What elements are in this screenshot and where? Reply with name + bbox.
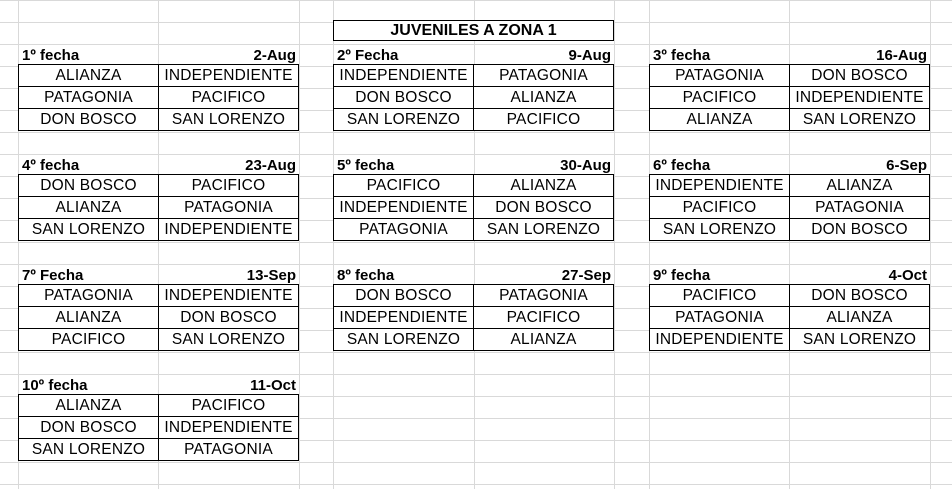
away-team-cell[interactable]: PATAGONIA [184, 441, 273, 458]
away-team-cell[interactable]: PATAGONIA [184, 199, 273, 216]
away-team-cell[interactable]: ALIANZA [510, 177, 577, 194]
round-date[interactable]: 16-Aug [876, 47, 927, 64]
grid-row-line [0, 352, 952, 353]
sheet-title[interactable]: JUVENILES A ZONA 1 [333, 20, 614, 41]
match-row [18, 174, 299, 196]
home-team-cell[interactable]: SAN LORENZO [19, 439, 159, 460]
away-team-cell[interactable]: PACIFICO [191, 397, 266, 414]
home-team-cell[interactable]: SAN LORENZO [650, 219, 790, 240]
away-team-cell[interactable]: PATAGONIA [815, 199, 904, 216]
away-team-cell[interactable]: ALIANZA [826, 177, 893, 194]
round-label[interactable]: 7º Fecha [22, 267, 84, 284]
home-team-cell[interactable]: PATAGONIA [650, 307, 790, 328]
away-team-cell[interactable]: PATAGONIA [499, 67, 588, 84]
match-row [649, 86, 930, 108]
match-row [333, 196, 614, 218]
match-table [18, 174, 299, 241]
match-row [649, 108, 930, 131]
home-team-cell[interactable]: DON BOSCO [334, 87, 474, 108]
match-row [649, 328, 930, 351]
round-date[interactable]: 6-Sep [886, 157, 927, 174]
round-block [18, 263, 299, 351]
round-header [649, 153, 930, 174]
round-header [649, 43, 930, 64]
grid-row-line [0, 484, 952, 485]
match-row [333, 306, 614, 328]
match-row [333, 86, 614, 108]
round-label[interactable]: 10º fecha [22, 377, 88, 394]
round-label[interactable]: 3º fecha [653, 47, 711, 64]
match-row [18, 86, 299, 108]
round-date[interactable]: 27-Sep [561, 267, 611, 284]
match-row [333, 218, 614, 241]
away-team-cell[interactable]: ALIANZA [510, 89, 577, 106]
match-row [18, 218, 299, 241]
round-date[interactable]: 2-Aug [253, 47, 296, 64]
match-row [333, 284, 614, 306]
round-header [333, 153, 614, 174]
home-team-cell[interactable]: DON BOSCO [19, 175, 159, 196]
match-row [18, 394, 299, 416]
away-team-cell[interactable]: DON BOSCO [495, 199, 592, 216]
grid-column-line [299, 0, 300, 489]
round-block [649, 43, 930, 131]
match-row [649, 196, 930, 218]
away-team-cell[interactable]: SAN LORENZO [802, 111, 917, 128]
away-team-cell[interactable]: INDEPENDIENTE [164, 221, 293, 238]
match-table [333, 64, 614, 131]
match-row [18, 328, 299, 351]
round-block [333, 43, 614, 131]
match-row [649, 218, 930, 241]
match-row [649, 306, 930, 328]
match-table [333, 284, 614, 351]
away-team-cell[interactable]: SAN LORENZO [802, 331, 917, 348]
home-team-cell[interactable]: PATAGONIA [19, 285, 159, 306]
match-row [18, 306, 299, 328]
match-row [18, 438, 299, 461]
match-row [649, 174, 930, 196]
away-team-cell[interactable]: INDEPENDIENTE [164, 67, 293, 84]
match-table [333, 174, 614, 241]
match-row [18, 284, 299, 306]
match-table [649, 284, 930, 351]
home-team-cell[interactable]: PACIFICO [650, 87, 790, 108]
round-date[interactable]: 4-Oct [888, 267, 927, 284]
round-date[interactable]: 13-Sep [246, 267, 296, 284]
away-team-cell[interactable]: PACIFICO [191, 177, 266, 194]
away-team-cell[interactable]: INDEPENDIENTE [164, 287, 293, 304]
grid-column-line [614, 0, 615, 489]
match-row [333, 174, 614, 196]
match-row [333, 64, 614, 86]
away-team-cell[interactable]: PACIFICO [506, 309, 581, 326]
round-block [18, 43, 299, 131]
round-date[interactable]: 11-Oct [250, 377, 296, 394]
home-team-cell[interactable]: PATAGONIA [19, 87, 159, 108]
home-team-cell[interactable]: DON BOSCO [19, 417, 159, 438]
round-label[interactable]: 6º fecha [653, 157, 711, 174]
round-label[interactable]: 2º Fecha [337, 47, 399, 64]
grid-row-line [0, 132, 952, 133]
home-team-cell[interactable]: PACIFICO [19, 329, 159, 350]
match-table [18, 284, 299, 351]
home-team-cell[interactable]: INDEPENDIENTE [334, 307, 474, 328]
away-team-cell[interactable]: DON BOSCO [811, 67, 908, 84]
home-team-cell[interactable]: INDEPENDIENTE [650, 175, 790, 196]
round-label[interactable]: 5º fecha [337, 157, 395, 174]
home-team-cell[interactable]: DON BOSCO [19, 109, 159, 130]
away-team-cell[interactable]: SAN LORENZO [486, 221, 601, 238]
away-team-cell[interactable]: PATAGONIA [499, 287, 588, 304]
match-row [649, 284, 930, 306]
round-header [18, 373, 299, 394]
home-team-cell[interactable]: SAN LORENZO [19, 219, 159, 240]
home-team-cell[interactable]: SAN LORENZO [334, 109, 474, 130]
home-team-cell[interactable]: PACIFICO [334, 175, 474, 196]
home-team-cell[interactable]: ALIANZA [19, 197, 159, 218]
match-row [18, 196, 299, 218]
home-team-cell[interactable]: DON BOSCO [334, 285, 474, 306]
round-label[interactable]: 9º fecha [653, 267, 711, 284]
away-team-cell[interactable]: SAN LORENZO [171, 111, 286, 128]
round-header [649, 263, 930, 284]
grid-row-line [0, 0, 952, 1]
round-label[interactable]: 4º fecha [22, 157, 80, 174]
away-team-cell[interactable]: DON BOSCO [811, 221, 908, 238]
home-team-cell[interactable]: PATAGONIA [650, 65, 790, 86]
match-row [649, 64, 930, 86]
round-header [333, 263, 614, 284]
away-team-cell[interactable]: PACIFICO [191, 89, 266, 106]
away-team-cell[interactable]: ALIANZA [826, 309, 893, 326]
home-team-cell[interactable]: PATAGONIA [334, 219, 474, 240]
grid-column-line [930, 0, 931, 489]
round-date[interactable]: 23-Aug [245, 157, 296, 174]
round-block [18, 153, 299, 241]
grid-row-line [0, 462, 952, 463]
away-team-cell[interactable]: PACIFICO [506, 111, 581, 128]
away-team-cell[interactable]: INDEPENDIENTE [795, 89, 924, 106]
match-row [333, 328, 614, 351]
home-team-cell[interactable]: ALIANZA [19, 65, 159, 86]
home-team-cell[interactable]: PACIFICO [650, 285, 790, 306]
round-date[interactable]: 30-Aug [560, 157, 611, 174]
match-row [18, 416, 299, 438]
away-team-cell[interactable]: ALIANZA [510, 331, 577, 348]
home-team-cell[interactable]: INDEPENDIENTE [334, 197, 474, 218]
home-team-cell[interactable]: SAN LORENZO [334, 329, 474, 350]
round-date[interactable]: 9-Aug [568, 47, 611, 64]
round-header [18, 263, 299, 284]
round-header [18, 43, 299, 64]
match-table [649, 64, 930, 131]
home-team-cell[interactable]: ALIANZA [19, 307, 159, 328]
round-block [333, 263, 614, 351]
round-block [649, 153, 930, 241]
match-table [18, 394, 299, 461]
match-row [18, 64, 299, 86]
grid-row-line [0, 242, 952, 243]
match-row [18, 108, 299, 131]
match-table [649, 174, 930, 241]
home-team-cell[interactable]: INDEPENDIENTE [334, 65, 474, 86]
away-team-cell[interactable]: DON BOSCO [180, 309, 277, 326]
round-block [333, 153, 614, 241]
round-label[interactable]: 1º fecha [22, 47, 80, 64]
round-label[interactable]: 8º fecha [337, 267, 395, 284]
round-block [18, 373, 299, 461]
home-team-cell[interactable]: ALIANZA [650, 109, 790, 130]
away-team-cell[interactable]: INDEPENDIENTE [164, 419, 293, 436]
away-team-cell[interactable]: DON BOSCO [811, 287, 908, 304]
match-table [18, 64, 299, 131]
round-header [333, 43, 614, 64]
away-team-cell[interactable]: SAN LORENZO [171, 331, 286, 348]
round-block [649, 263, 930, 351]
home-team-cell[interactable]: PACIFICO [650, 197, 790, 218]
home-team-cell[interactable]: ALIANZA [19, 395, 159, 416]
home-team-cell[interactable]: INDEPENDIENTE [650, 329, 790, 350]
match-row [333, 108, 614, 131]
round-header [18, 153, 299, 174]
